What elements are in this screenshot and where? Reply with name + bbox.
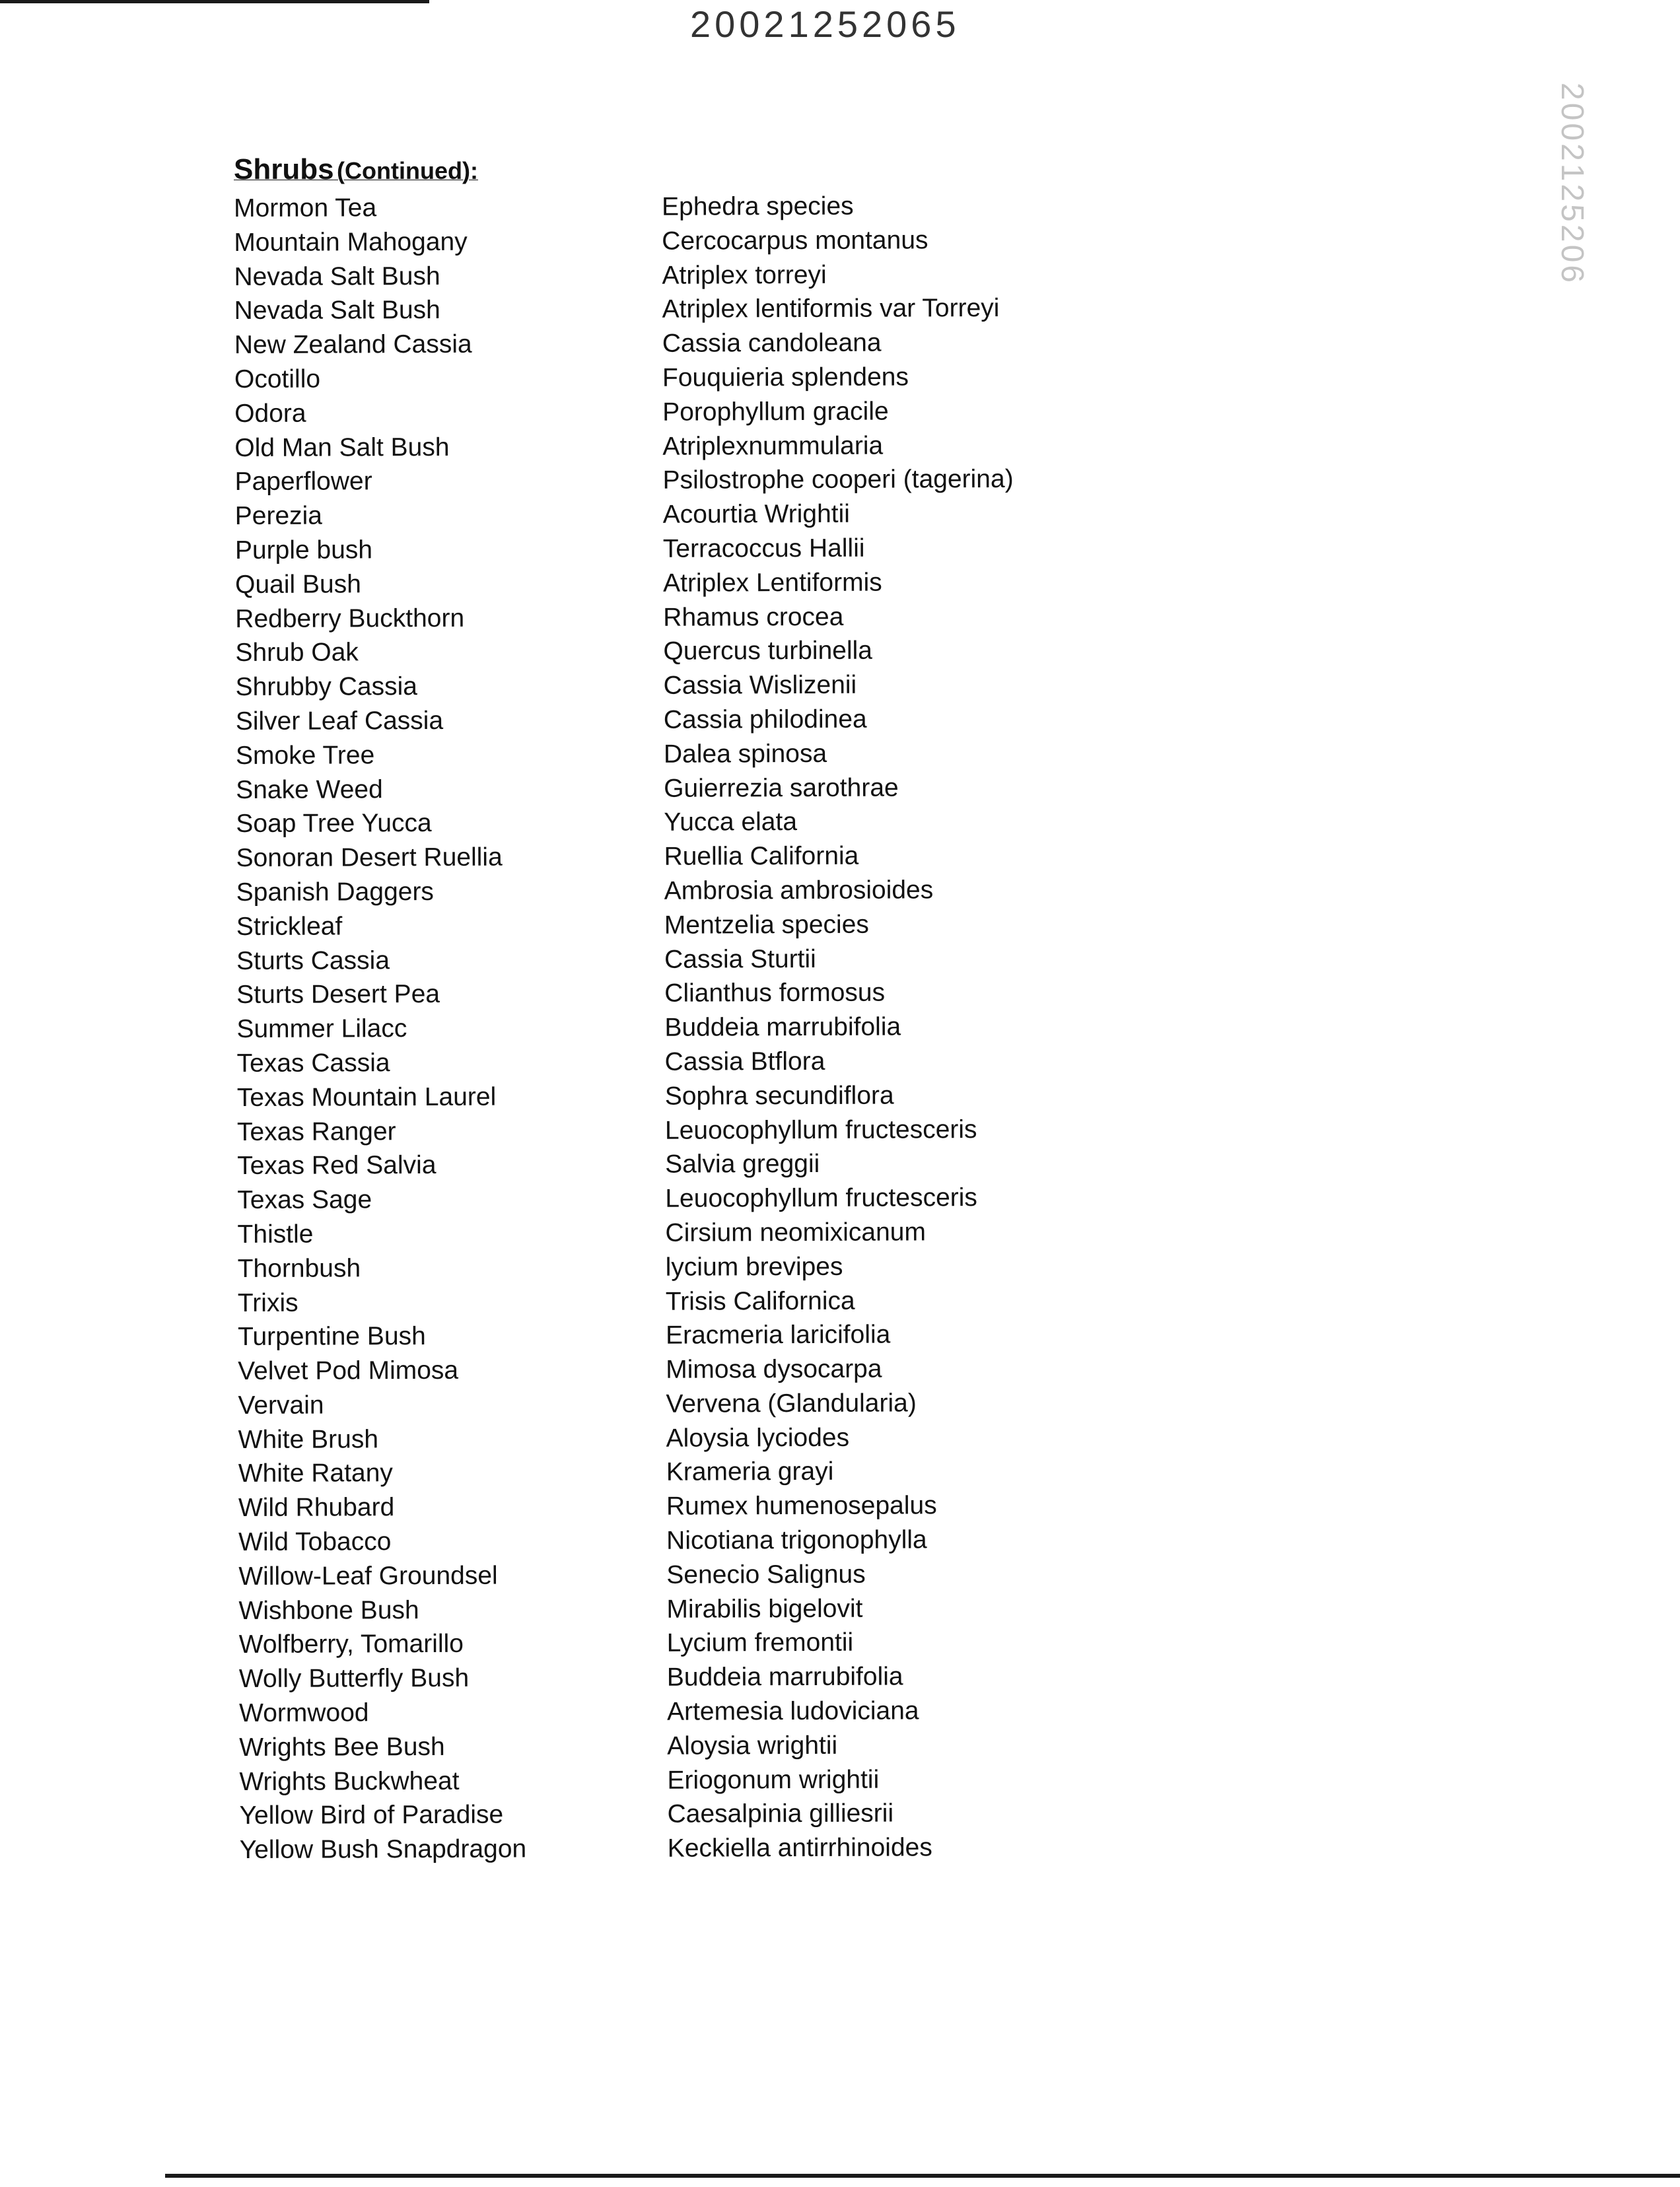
common-name: Trixis xyxy=(237,1288,298,1317)
scientific-name: Terracoccus Hallii xyxy=(662,534,865,563)
scientific-name: Atriplex lentiformis var Torreyi xyxy=(662,294,1000,324)
scientific-name: Porophyllum gracile xyxy=(662,397,889,427)
common-name: Yellow Bird of Paradise xyxy=(239,1801,504,1830)
section-heading xyxy=(234,153,478,186)
scientific-name: Krameria grayi xyxy=(666,1457,834,1487)
common-name: Wild Tobacco xyxy=(238,1527,392,1557)
common-name: Smoke Tree xyxy=(235,741,375,770)
scientific-name: Artemesia ludoviciana xyxy=(666,1696,919,1726)
common-name: Old Man Salt Bush xyxy=(234,433,450,462)
scientific-name: Eracmeria laricifolia xyxy=(665,1320,891,1350)
scientific-name: Yucca elata xyxy=(664,808,798,837)
scientific-name: Cassia Sturtii xyxy=(664,944,816,974)
scientific-name: Salvia greggii xyxy=(665,1150,820,1179)
scientific-name: Ambrosia ambrosioides xyxy=(664,876,934,905)
scientific-name: Rumex humenosepalus xyxy=(666,1491,937,1521)
scientific-name: Mirabilis bigelovit xyxy=(666,1594,863,1624)
scientific-name: Aloysia lyciodes xyxy=(666,1423,850,1453)
common-name: Shrub Oak xyxy=(235,638,359,668)
common-name: Texas Cassia xyxy=(236,1049,390,1078)
scientific-name: Keckiella antirrhinoides xyxy=(667,1833,932,1863)
common-name: Willow-Leaf Groundsel xyxy=(238,1561,498,1591)
common-name: Paperflower xyxy=(234,467,372,497)
bottom-rule xyxy=(165,2174,1680,2178)
common-name: Velvet Pod Mimosa xyxy=(238,1356,459,1386)
common-name: Texas Mountain Laurel xyxy=(236,1082,497,1112)
common-name: White Ratany xyxy=(238,1459,393,1488)
common-name: Silver Leaf Cassia xyxy=(235,706,444,736)
common-name: Texas Red Salvia xyxy=(237,1151,437,1181)
scientific-name: Cassia philodinea xyxy=(663,705,867,734)
heading-suffix: (Continued): xyxy=(337,157,478,184)
common-name: Texas Sage xyxy=(237,1185,372,1215)
document-number: 20021252065 xyxy=(690,3,960,45)
scientific-name: Quercus turbinella xyxy=(663,636,873,666)
common-name: Strickleaf xyxy=(236,912,343,941)
common-name: Nevada Salt Bush xyxy=(234,296,440,326)
common-name: Odora xyxy=(234,399,306,428)
common-name: Shrubby Cassia xyxy=(235,672,418,702)
scientific-name: Nicotiana trigonophylla xyxy=(666,1525,927,1555)
common-name: Thornbush xyxy=(237,1254,361,1283)
scientific-name: Buddeia marrubifolia xyxy=(666,1662,903,1692)
scientific-name: Dalea spinosa xyxy=(663,739,827,769)
scientific-name: Leuocophyllum fructesceris xyxy=(664,1115,977,1145)
common-name: Spanish Daggers xyxy=(236,877,434,907)
common-name: Ocotillo xyxy=(234,364,321,394)
top-rule xyxy=(0,0,429,3)
plant-list xyxy=(234,191,1014,1867)
scientific-name: Clianthus formosus xyxy=(664,978,886,1008)
scientific-name: Mentzelia species xyxy=(664,910,869,940)
scientific-name: Rhamus crocea xyxy=(663,602,844,632)
common-name: Wishbone Bush xyxy=(238,1595,419,1625)
scientific-name: Atriplex torreyi xyxy=(662,260,827,290)
side-stamp-text: 2002125206 xyxy=(1555,83,1590,285)
common-name: Sturts Desert Pea xyxy=(236,980,440,1010)
scientific-name: Cassia Wislizenii xyxy=(663,670,857,700)
scientific-name: Psilostrophe cooperi (tagerina) xyxy=(662,465,1014,495)
scientific-name: Senecio Salignus xyxy=(666,1560,866,1589)
scientific-name: Cassia candoleana xyxy=(662,328,882,358)
common-name: Mormon Tea xyxy=(234,193,377,223)
common-name: Mountain Mahogany xyxy=(234,227,468,257)
scientific-name: Eriogonum wrightii xyxy=(667,1765,880,1795)
common-name: Quail Bush xyxy=(235,570,361,599)
common-name: Wrights Buckwheat xyxy=(239,1766,460,1796)
scientific-name: Buddeia marrubifolia xyxy=(664,1012,901,1042)
scientific-name: Ephedra species xyxy=(662,191,854,221)
scientific-name: Cirsium neomixicanum xyxy=(665,1218,927,1247)
common-name: Summer Lilacc xyxy=(236,1014,407,1044)
common-name: Soap Tree Yucca xyxy=(236,809,432,839)
common-name: White Brush xyxy=(238,1424,379,1454)
common-name: Sturts Cassia xyxy=(236,946,390,975)
common-name: Thistle xyxy=(237,1220,314,1249)
common-name: Vervain xyxy=(238,1391,324,1420)
scientific-name: Guierrezia sarothrae xyxy=(664,773,899,803)
common-name: Wild Rhubard xyxy=(238,1493,395,1523)
common-name: Sonoran Desert Ruellia xyxy=(236,843,503,873)
scientific-name: lycium brevipes xyxy=(665,1252,843,1282)
common-name: Purple bush xyxy=(234,536,373,565)
heading-title: Shrubs xyxy=(234,153,334,186)
scientific-name: Atriplexnummularia xyxy=(662,431,884,461)
common-name: Nevada Salt Bush xyxy=(234,261,440,291)
scientific-name: Acourtia Wrightii xyxy=(662,499,851,529)
side-stamp xyxy=(1545,83,1592,294)
scientific-name: Sophra secundiflora xyxy=(664,1081,894,1111)
common-name: Wolfberry, Tomarillo xyxy=(238,1630,464,1659)
common-name: Redberry Buckthorn xyxy=(235,604,465,633)
common-name: Wormwood xyxy=(238,1698,369,1728)
scientific-name: Cassia Btflora xyxy=(664,1047,825,1076)
scientific-name: Lycium fremontii xyxy=(666,1628,854,1658)
scientific-name: Cercocarpus montanus xyxy=(662,226,928,256)
scientific-name: Vervena (Glandularia) xyxy=(666,1389,917,1418)
common-name: Texas Ranger xyxy=(236,1117,396,1146)
common-name: Perezia xyxy=(234,501,323,531)
scientific-name: Ruellia California xyxy=(664,841,859,871)
scientific-name: Fouquieria splendens xyxy=(662,363,909,392)
scientific-name: Mimosa dysocarpa xyxy=(666,1354,882,1384)
scientific-name: Trisis Californica xyxy=(665,1286,855,1316)
common-name: Wolly Butterfly Bush xyxy=(238,1664,470,1694)
common-name: Snake Weed xyxy=(236,775,383,804)
scientific-name: Leuocophyllum fructesceris xyxy=(665,1183,977,1213)
common-name: New Zealand Cassia xyxy=(234,330,472,360)
scientific-name: Atriplex Lentiformis xyxy=(662,568,882,598)
common-name: Turpentine Bush xyxy=(237,1322,426,1352)
common-name: Yellow Bush Snapdragon xyxy=(239,1834,527,1865)
common-name: Wrights Bee Bush xyxy=(239,1732,445,1762)
scientific-name: Caesalpinia gilliesrii xyxy=(667,1799,894,1829)
scientific-name: Aloysia wrightii xyxy=(667,1731,838,1760)
